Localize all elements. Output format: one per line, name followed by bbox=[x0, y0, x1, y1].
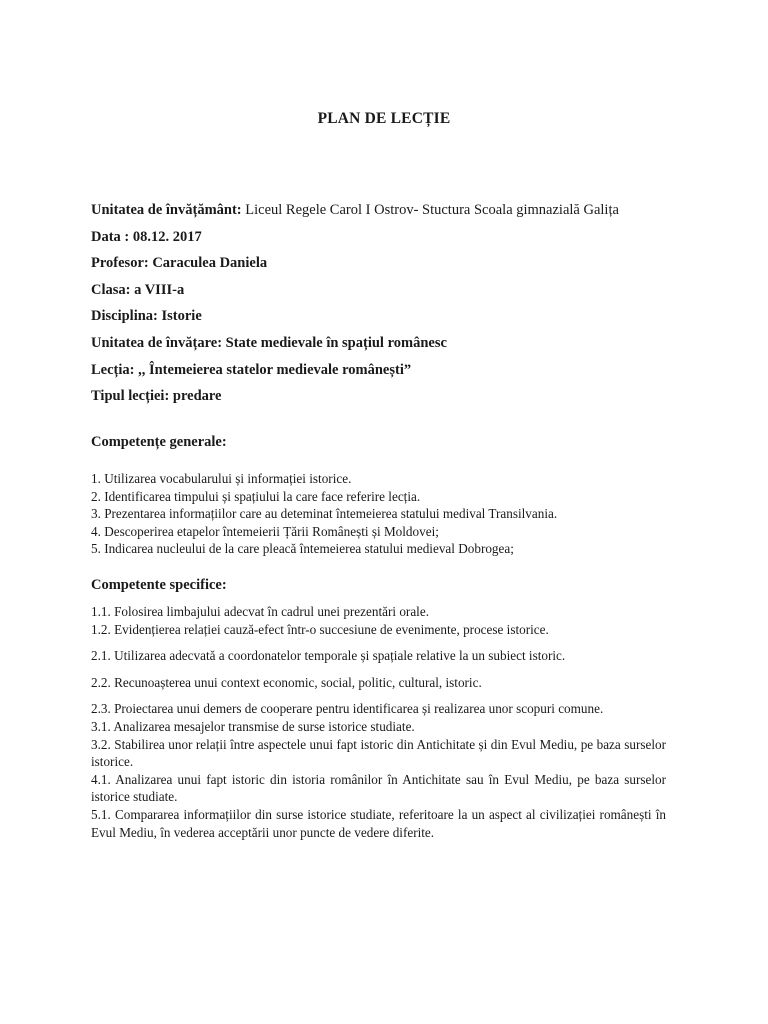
specific-competences-list bbox=[91, 603, 666, 841]
list-item: 2.2. Recunoașterea unui context economic, social, politic, cultural, istoric. bbox=[91, 674, 482, 690]
meta-row-lesson bbox=[91, 360, 711, 380]
meta-label: Clasa: a VIII-a bbox=[91, 281, 185, 298]
meta-label: Lecția: ,, Întemeierea statelor medievale românești” bbox=[91, 361, 412, 378]
list-item: 5. Indicarea nucleului de la care pleacă întemeierea statului medieval Dobrogea; bbox=[91, 541, 514, 557]
meta-label: Unitatea de învățare: bbox=[91, 334, 223, 351]
list-item: 3.1. Analizarea mesajelor transmise de surse istorice studiate. bbox=[91, 718, 415, 734]
list-item: 4. Descoperirea etapelor întemeierii Țării Românești și Moldovei; bbox=[91, 523, 439, 539]
meta-row-date bbox=[91, 227, 711, 247]
list-item: 5.1. Compararea informațiilor din surse istorice studiate, referitoare la un aspect al civilizației românești în Evul Mediu, în vederea acceptării unor puncte de vedere diferite. bbox=[91, 806, 666, 840]
meta-value: Caraculea Daniela bbox=[148, 255, 268, 272]
list-item: 1. Utilizarea vocabularului și informației istorice. bbox=[91, 471, 352, 486]
list-item: 2.3. Proiectarea unui demers de cooperare pentru identificarea și realizarea unor scopuri comune. bbox=[91, 701, 604, 717]
list-item: 2. Identificarea timpului și spațiului la care face referire lecția. bbox=[91, 488, 421, 504]
list-item: 2.1. Utilizarea adecvată a coordonatelor temporale și spațiale relative la un subiect istoric. bbox=[91, 648, 566, 664]
document-title: PLAN DE LECȚIE bbox=[317, 110, 451, 127]
general-competences-heading: Competențe generale: bbox=[91, 434, 227, 450]
list-item: 1.2. Evidențierea relației cauză-efect într-o succesiune de evenimente, procese istorice. bbox=[91, 621, 549, 637]
meta-row-school bbox=[91, 200, 711, 220]
meta-row-unit bbox=[91, 333, 711, 353]
specific-competences-heading: Competente specifice: bbox=[91, 577, 227, 593]
meta-label: Tipul lecției: predare bbox=[91, 388, 222, 405]
meta-row-lesson-type bbox=[91, 386, 711, 406]
list-item: 3. Prezentarea informațiilor care au deteminat întemeierea statului medival Transilvania. bbox=[91, 506, 558, 522]
meta-row-class bbox=[91, 280, 711, 300]
list-item: 1.1. Folosirea limbajului adecvat în cadrul unei prezentări orale. bbox=[91, 604, 429, 619]
meta-value: State medievale în spațiul românesc bbox=[222, 334, 447, 351]
list-item: 4.1. Analizarea unui fapt istoric din istoria românilor în Antichitate sau în Evul Mediu, pe baza surselor istorice studiate. bbox=[91, 771, 666, 805]
meta-value: Liceul Regele Carol I Ostrov- Stuctura Scoala gimnazială Galița bbox=[241, 202, 619, 218]
meta-label: Disciplina: Istorie bbox=[91, 308, 202, 325]
lesson-metadata bbox=[91, 200, 711, 413]
meta-row-subject bbox=[91, 306, 711, 326]
general-competences-list bbox=[91, 470, 671, 558]
meta-label: Data : 08.12. 2017 bbox=[91, 228, 202, 245]
meta-label: Unitatea de învățământ: bbox=[91, 202, 242, 218]
meta-row-teacher bbox=[91, 253, 711, 273]
meta-label: Profesor: bbox=[91, 255, 149, 272]
list-item: 3.2. Stabilirea unor relații între aspectele unui fapt istoric din Antichitate și din Evul Mediu, pe baza surselor istorice. bbox=[91, 736, 666, 770]
